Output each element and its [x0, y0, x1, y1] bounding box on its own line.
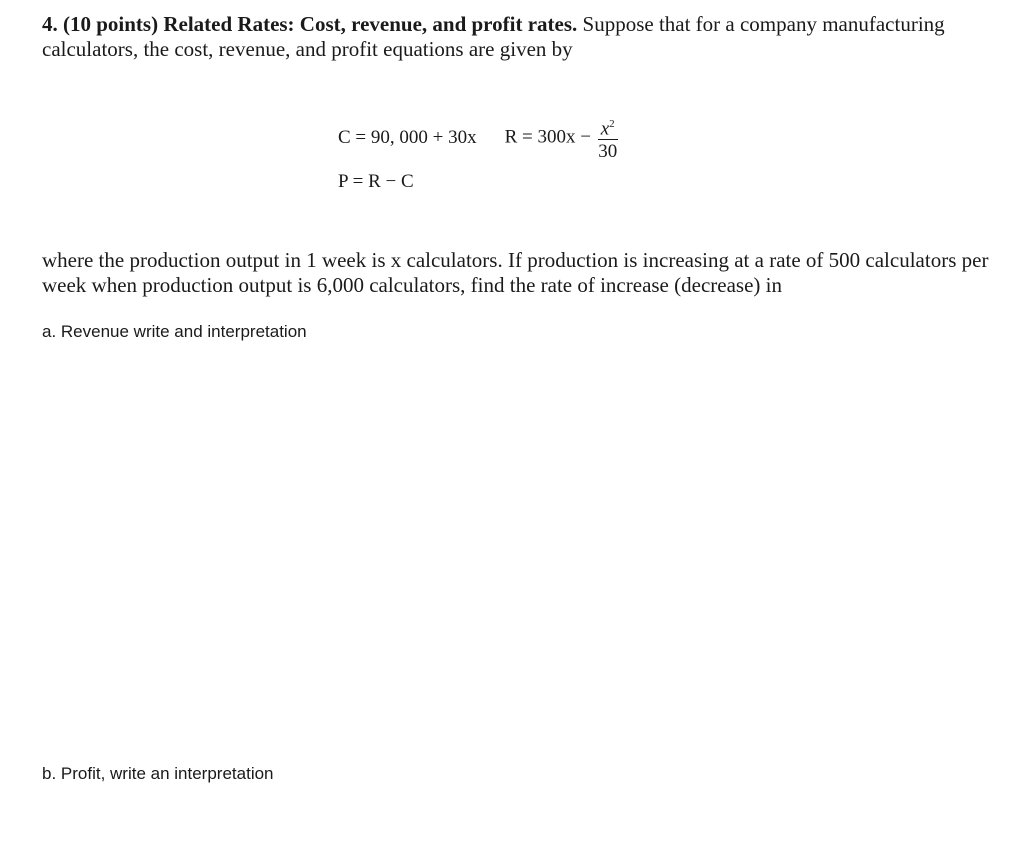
problem-heading: 4. (10 points) Related Rates: Cost, revenue, and profit rates.: [42, 12, 578, 36]
equations-block: [338, 112, 618, 200]
equation-row-2: [338, 164, 618, 200]
equation-row-1: [338, 112, 618, 164]
fraction-numerator: $x^2$: [598, 115, 618, 140]
fraction-denominator: 30: [598, 141, 618, 163]
revenue-equation-lhs: R = 300x −: [504, 126, 591, 148]
revenue-equation: [505, 115, 618, 161]
problem-body: where the production output in 1 week is x calculators. If production is increasing at a rate of 500 calculators per week when production output is 6,000 calculators, find the rate of increase (decrease) in: [42, 248, 989, 297]
exponent: 2: [609, 117, 615, 130]
part-b-prompt: b. Profit, write an interpretation: [42, 764, 274, 783]
profit-equation: P = R − C: [338, 171, 414, 192]
cost-equation: C = 90, 000 + 30x: [338, 127, 477, 148]
problem-intro: Suppose that for a company manufacturing calculators, the cost, revenue, and profit equations are given by: [42, 12, 945, 61]
problem-statement: [42, 12, 992, 62]
revenue-fraction: [598, 115, 618, 161]
part-a-prompt: a. Revenue write and interpretation: [42, 322, 307, 341]
